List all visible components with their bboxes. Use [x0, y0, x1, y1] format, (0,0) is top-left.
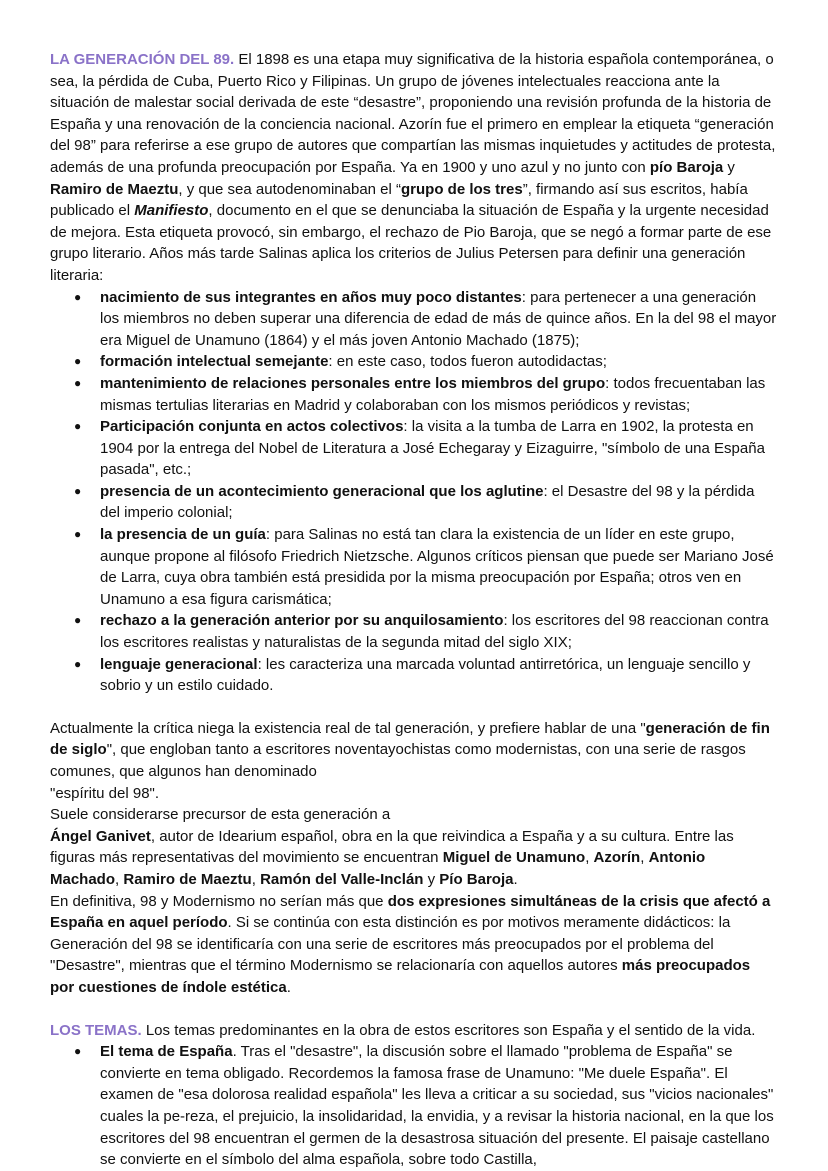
criteria-list: [50, 287, 778, 697]
list-item: ● la presencia de un guía: para Salinas no está tan clara la existencia de un líder en este grupo, aunque propone al filósofo Friedrich Nietzsche. Algunos críticos piensan que puede ser Mariano José de Larra, cuya obra también está presidida por la misma preocupación por España; otros ven en Unamuno a esa figura carismática;: [50, 524, 778, 610]
list-item: ● formación intelectual semejante: en este caso, todos fueron autodidactas;: [50, 351, 778, 373]
list-item: ● lenguaje generacional: les caracteriza una marcada voluntad antirretórica, un lenguaje sencillo y sobrio y un estilo cuidado.: [50, 654, 778, 697]
list-item: ● presencia de un acontecimiento generacional que los aglutine: el Desastre del 98 y la pérdida del imperio colonial;: [50, 481, 778, 524]
spacer: [50, 697, 778, 718]
spacer: [50, 999, 778, 1020]
list-item: ● mantenimiento de relaciones personales entre los miembros del grupo: todos frecuentaban las mismas tertulias literarias en Madrid y colaboraban con los mismos periódicos y revistas;: [50, 373, 778, 416]
list-item: ● nacimiento de sus integrantes en años muy poco distantes: para pertenecer a una generación los miembros no deben superar una diferencia de edad de más de quince años. En la del 98 el mayor era Miguel de Unamuno (1864) y el más joven Antonio Machado (1875);: [50, 287, 778, 352]
paragraph-figuras: Ángel Ganivet, autor de Idearium español, obra en la que reivindica a España y a su cultura. Entre las figuras más representativas del movimiento se encuentran Miguel de Unamuno, Azorín, Antonio Machado, Ramiro de Maeztu, Ramón del Valle-Inclán y Pío Baroja.: [50, 827, 734, 888]
paragraph-en-definitiva: En definitiva, 98 y Modernismo no serían más que dos expresiones simultáneas de la crisis que afectó a España en aquel período. Si se continúa con esta distinción es por motivos meramente didácticos: la Generación del 98 se identificaría con una serie de escritores más preocupados por el problema del "Desastre", mientras que el término Modernismo se relacionaría con aquellos autores más preocupados por cuestiones de índole estética.: [50, 892, 771, 996]
section-heading-generacion: LA GENERACIÓN DEL 89.: [50, 51, 235, 68]
list-item: ● rechazo a la generación anterior por su anquilosamiento: los escritores del 98 reaccionan contra los escritores realistas y naturalistas de la segunda mitad del siglo XIX;: [50, 610, 778, 653]
intro-paragraph: LA GENERACIÓN DEL 89. El 1898 es una etapa muy significativa de la historia española contemporánea, o sea, la pérdida de Cuba, Puerto Rico y Filipinas. Un grupo de jóvenes intelectuales reacciona ante la situación de malestar social derivada de este “desastre”, proponiendo una revisión profunda de la historia de España y una renovación de la conciencia nacional. Azorín fue el primero en emplear la etiqueta “generación del 98” para referirse a ese grupo de autores que compartían las mismas inquietudes y actitudes de protesta, además de una profunda preocupación por España. Ya en 1900 y uno azul y no junto con pío Baroja y Ramiro de Maeztu, y que sea autodenominaban el “grupo de los tres”, firmando así sus escritos, había publicado el Manifiesto, documento en el que se denunciaba la situación de España y la urgente necesidad de mejora. Esta etiqueta provocó, sin embargo, el rechazo de Pio Baroja, que se negó a formar parte de ese grupo literario. Años más tarde Salinas aplica los criterios de Julius Petersen para definir una generación literaria:: [50, 51, 776, 284]
document-page: [50, 49, 778, 1171]
paragraph-fin-de-siglo: Actualmente la crítica niega la existencia real de tal generación, y prefiere hablar de una "generación de fin de siglo", que engloban tanto a escritores noventayochistas como modernistas, con una serie de rasgos comunes, que algunos han denominado: [50, 719, 770, 780]
list-item: ● Participación conjunta en actos colectivos: la visita a la tumba de Larra en 1902, la protesta en 1904 por la entrega del Nobel de Literatura a José Echegaray y Eizaguirre, "símbolo de una España pasada", etc.;: [50, 416, 778, 481]
list-item: ● El tema de España. Tras el "desastre", la discusión sobre el llamado "problema de España" se convierte en tema obligado. Recordemos la famosa frase de Unamuno: "Me duele España". El examen de "esa dolorosa realidad española" les lleva a criticar a su sociedad, sus "vicios nacionales" cuales la pe-reza, el prejuicio, la insolidaridad, la envidia, y a revisar la historia nacional, en la que los escritores del 98 encuentran el germen de la desastrosa situación del presente. El paisaje castellano se convierte en el símbolo del alma española, sobre todo Castilla,: [50, 1041, 778, 1171]
temas-list: [50, 1041, 778, 1171]
paragraph-precursor: Suele considerarse precursor de esta generación a: [50, 806, 391, 824]
paragraph-temas: LOS TEMAS. Los temas predominantes en la obra de estos escritores son España y el sentido de la vida.: [50, 1021, 756, 1039]
paragraph-espiritu: "espíritu del 98".: [50, 784, 160, 802]
section-heading-temas: LOS TEMAS.: [50, 1021, 142, 1039]
